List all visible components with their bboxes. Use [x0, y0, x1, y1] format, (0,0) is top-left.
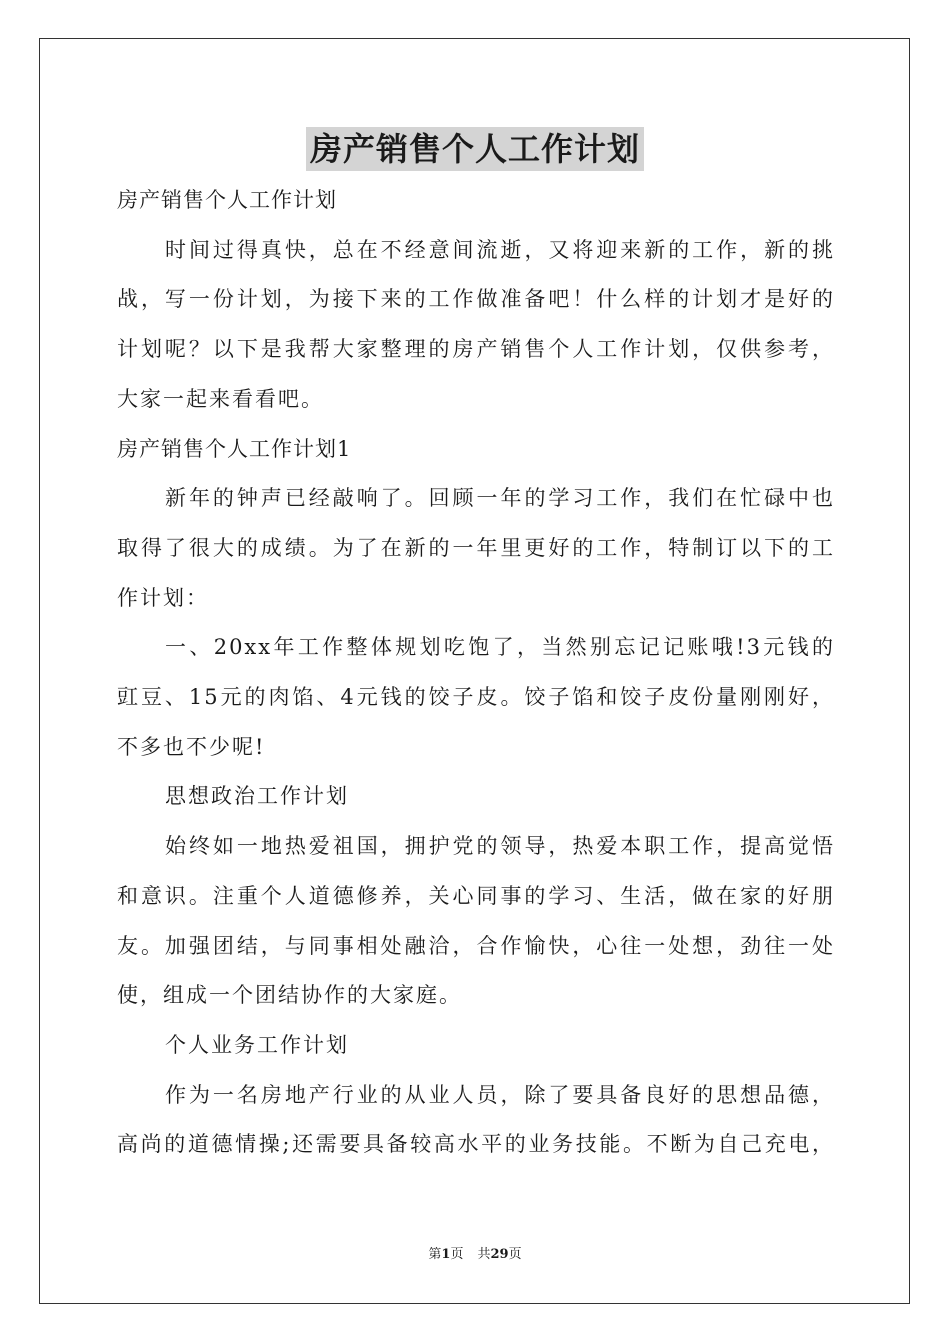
page-footer: [0, 1246, 950, 1264]
paragraph-line: 时间过得真快，总在不经意间流逝，又将迎来新的工作，新的挑: [165, 237, 835, 262]
paragraph-line: 豇豆、15元的肉馅、4元钱的饺子皮。饺子馅和饺子皮份量刚刚好，: [117, 685, 835, 710]
subsection-heading: 思想政治工作计划: [165, 784, 349, 809]
paragraph-line: 高尚的道德情操;还需要具备较高水平的业务技能。不断为自己充电，: [117, 1132, 835, 1157]
paragraph-line: 不多也不少呢!: [117, 734, 266, 759]
paragraph-line: 使，组成一个团结协作的大家庭。: [117, 983, 462, 1008]
total-suffix: 页: [508, 1247, 522, 1262]
paragraph-line: 大家一起来看看吧。: [117, 386, 324, 411]
document-title-wrapper: [0, 127, 950, 171]
paragraph-line: 和意识。注重个人道德修养，关心同事的学习、生活，做在家的好朋: [117, 883, 835, 908]
document-body: [117, 176, 835, 1170]
paragraph-line: 友。加强团结，与同事相处融洽，合作愉快，心往一处想，劲往一处: [117, 933, 835, 958]
paragraph-line: 取得了很大的成绩。为了在新的一年里更好的工作，特制订以下的工: [117, 535, 835, 560]
paragraph-line: 作计划：: [117, 585, 209, 610]
subtitle-line: 房产销售个人工作计划: [117, 188, 337, 212]
page-number: 1: [441, 1247, 451, 1262]
page-suffix: 页: [450, 1247, 464, 1262]
paragraph-line: 战，写一份计划，为接下来的工作做准备吧！什么样的计划才是好的: [117, 287, 835, 312]
total-pages: 29: [490, 1247, 509, 1262]
total-prefix: 共: [477, 1247, 491, 1262]
paragraph-line: 新年的钟声已经敲响了。回顾一年的学习工作，我们在忙碌中也: [165, 486, 835, 511]
subsection-heading: 个人业务工作计划: [165, 1032, 349, 1057]
section-heading: 房产销售个人工作计划1: [117, 436, 352, 461]
paragraph-line: 一、20xx年工作整体规划吃饱了，当然别忘记记账哦!3元钱的: [165, 635, 835, 660]
page-prefix: 第: [428, 1247, 442, 1262]
paragraph-line: 始终如一地热爱祖国，拥护党的领导，热爱本职工作，提高觉悟: [165, 834, 835, 859]
paragraph-line: 计划呢？以下是我帮大家整理的房产销售个人工作计划，仅供参考，: [117, 337, 835, 362]
paragraph-line: 作为一名房地产行业的从业人员，除了要具备良好的思想品德，: [165, 1082, 835, 1107]
document-title: 房产销售个人工作计划: [306, 127, 644, 171]
